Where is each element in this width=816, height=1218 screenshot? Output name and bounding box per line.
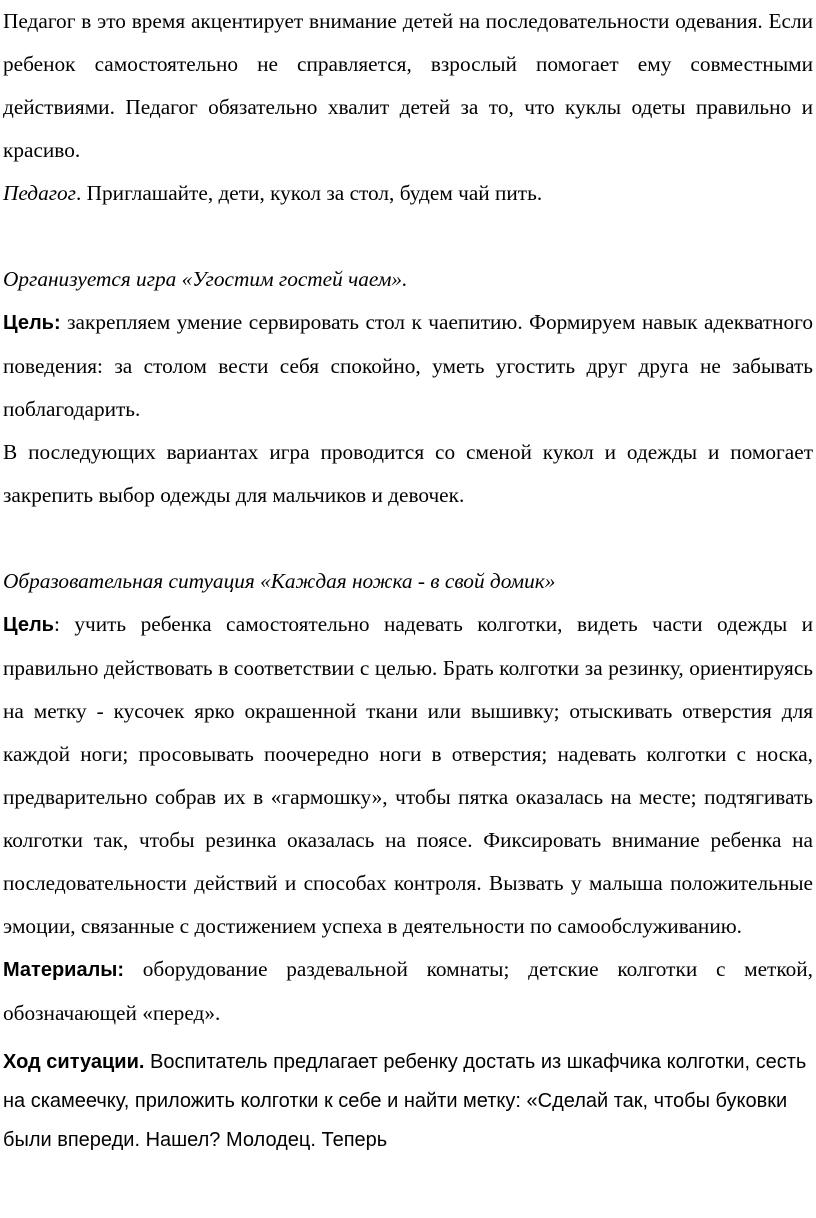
course-text: Воспитатель предлагает ребенку достать из шкафчика колготки, сесть на скамеечку, приложить колготки к себе и найти метку: «Сделай так, чтобы буковки были впереди. Нашел? Молодец. Теперь [3,1051,807,1151]
goal-text: закрепляем умение сервировать стол к чаепитию. Формируем навык адекватного поведения: за столом вести себя спокойно, уметь угостить друг друга не забывать поблагодарить. [3,310,813,421]
paragraph-variants: В последующих вариантах игра проводится со сменой кукол и одежды и помогает закрепить выбор одежды для мальчиков и девочек. [3,440,813,507]
paragraph-goal-tights [3,603,813,948]
materials-text: оборудование раздевальной комнаты; детские колготки с меткой, обозначающей «перед». [3,957,813,1025]
game-title: Организуется игра «Угостим гостей чаем». [3,267,408,291]
course-label: Ход ситуации. [3,1051,145,1073]
spacer [3,517,813,560]
situation-title: Образовательная ситуация «Каждая ножка - в свой домик» [3,569,556,593]
paragraph-course [3,1043,813,1160]
materials-label: Материалы: [3,959,125,981]
speaker-text: . Приглашайте, дети, кукол за стол, будем чай пить. [76,181,543,205]
spacer [3,215,813,258]
goal-label: Цель: [3,312,61,334]
speaker-label: Педагог [3,181,76,205]
paragraph-goal-tea [3,301,813,431]
goal-text: : учить ребенка самостоятельно надевать колготки, видеть части одежды и правильно действовать в соответствии с целью. Брать колготки за резинку, ориентируясь на метку - кусочек ярко окрашенной ткани или вышивку; отыскивать отверстия для каждой ноги; просовывать поочередно ноги в отверстия; надевать колготки с носка, предварительно собрав их в «гармошку», чтобы пятка оказалась на месте; подтягивать колготки так, чтобы резинка оказалась на поясе. Фиксировать внимание ребенка на последовательности действий и способах контроля. Вызвать у малыша положительные эмоции, связанные с достижением успеха в деятельности по самообслуживанию. [3,612,813,938]
paragraph-teacher-invitation [3,172,813,215]
goal-label: Цель [3,614,54,636]
paragraph-materials [3,948,813,1035]
document-page [3,0,813,1160]
paragraph-teacher-attention: Педагог в это время акцентирует внимание детей на последовательности одевания. Если ребенок самостоятельно не справляется, взрослый помогает ему совместными действиями. Педагог обязательно хвалит детей за то, что куклы одеты правильно и красиво. [3,9,813,162]
